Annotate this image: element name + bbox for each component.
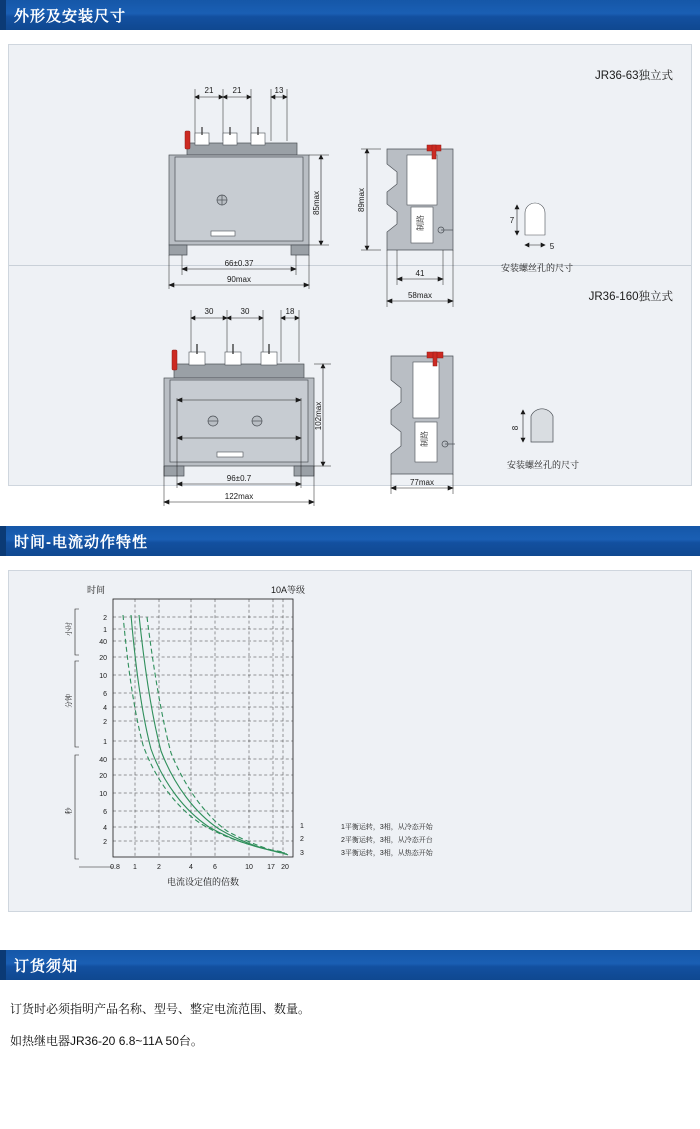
characteristics-panel <box>8 570 692 912</box>
curve-label-3: 3 <box>300 850 304 857</box>
dim-90max: 90max <box>226 275 252 284</box>
legend-item-2: 2平衡运转，3相，从冷态开台 <box>341 837 433 844</box>
ytick-m-2: 4 <box>103 705 107 712</box>
ytick-s-2: 4 <box>103 825 107 832</box>
header-accent-bar-2 <box>0 526 6 556</box>
ytick-m-1: 6 <box>103 691 107 698</box>
ytick-m-5: 40 <box>99 757 107 764</box>
xtick-4: 6 <box>213 864 217 871</box>
legend-item-1: 1平衡运转，3相，从冷态开始 <box>341 824 433 831</box>
curve-label-2: 2 <box>300 836 304 843</box>
screw-caption-1: 安装螺丝孔的尺寸 <box>500 263 574 273</box>
model-label-jr36-160: JR36-160独立式 <box>588 291 673 303</box>
ytick-s-1: 6 <box>103 809 107 816</box>
y-unit-hour: 小时 <box>66 622 73 636</box>
dim-66: 66±0.37 <box>224 259 254 268</box>
ytick-m-3: 2 <box>103 719 107 726</box>
side160-vertical-text: 制路 <box>420 431 429 447</box>
screw-caption-2: 安装螺丝孔的尺寸 <box>506 460 580 470</box>
y-unit-minute: 分钟 <box>66 694 73 708</box>
section-title-order: 订货须知 <box>14 957 79 975</box>
curve-1 <box>131 615 285 853</box>
dimension-block-jr36-160 <box>9 266 691 501</box>
xtick-5: 10 <box>245 864 253 871</box>
dim160-77max: 77max <box>409 478 435 487</box>
curve-4-dashed <box>147 617 289 855</box>
ytick-h-3: 20 <box>99 655 107 662</box>
ytick-h-1: 1 <box>103 627 107 634</box>
dim160-122max: 122max <box>224 492 254 501</box>
dim160-height-102max: 102max <box>314 401 323 431</box>
dimensions-panel <box>8 44 692 501</box>
ytick-h-2: 40 <box>99 639 107 646</box>
curve-label-1: 1 <box>300 823 304 830</box>
legend-item-3: 3平衡运转，3相，从热态开始 <box>341 850 433 857</box>
order-notes <box>0 980 700 1054</box>
dim160-96: 96±0.7 <box>226 474 252 483</box>
chart-xlabel: 电流设定值的倍数 <box>166 877 240 887</box>
xtick-1: 1 <box>133 864 137 871</box>
header-accent-bar-3 <box>0 950 6 980</box>
time-current-chart <box>9 571 691 909</box>
order-line-1: 订货时必须指明产品名称、型号、整定电流范围、数量。 <box>10 1002 311 1016</box>
chart-title: 10A等级 <box>271 585 306 595</box>
dim-top-1: 21 <box>204 86 214 95</box>
xtick-3: 4 <box>189 864 193 871</box>
section-header-characteristics <box>0 526 700 556</box>
ytick-h-0: 2 <box>103 615 107 622</box>
xtick-7: 20 <box>281 864 289 871</box>
model-label-jr36-63: JR36-63独立式 <box>595 70 673 82</box>
side-vertical-text: 制路 <box>416 215 425 231</box>
dim-height-89max: 89max <box>357 187 366 213</box>
dim-41: 41 <box>415 269 425 278</box>
ytick-s-0: 10 <box>99 791 107 798</box>
xtick-2: 2 <box>157 864 161 871</box>
dim160-top-2: 30 <box>240 307 250 316</box>
ytick-m-0: 10 <box>99 673 107 680</box>
section-header-order <box>0 950 700 980</box>
dim-58max: 58max <box>407 291 433 300</box>
xtick-6: 17 <box>267 864 275 871</box>
dim-height-85max: 85max <box>312 190 321 216</box>
ytick-s-3: 2 <box>103 839 107 846</box>
section-title-dimensions: 外形及安装尺寸 <box>14 7 127 25</box>
dim-top-3: 13 <box>274 86 284 95</box>
header-accent-bar <box>0 0 6 30</box>
curve-2 <box>139 615 287 854</box>
dim-top-2: 21 <box>232 86 242 95</box>
section-header-dimensions <box>0 0 700 30</box>
screw-dim-5: 5 <box>549 242 555 251</box>
dim160-top-1: 30 <box>204 307 214 316</box>
ytick-m-4: 1 <box>103 739 107 746</box>
screw-dim-7: 7 <box>509 216 515 225</box>
xtick-0: 0.8 <box>110 864 120 871</box>
ytick-m-6: 20 <box>99 773 107 780</box>
y-unit-second: 秒 <box>66 807 73 815</box>
section-title-characteristics: 时间-电流动作特性 <box>14 533 148 551</box>
dim160-top-3: 18 <box>285 307 295 316</box>
screw160-dim-8: 8 <box>511 425 520 431</box>
chart-ylabel: 时间 <box>87 585 106 595</box>
order-line-2: 如热继电器JR36-20 6.8~11A 50台。 <box>10 1034 203 1048</box>
